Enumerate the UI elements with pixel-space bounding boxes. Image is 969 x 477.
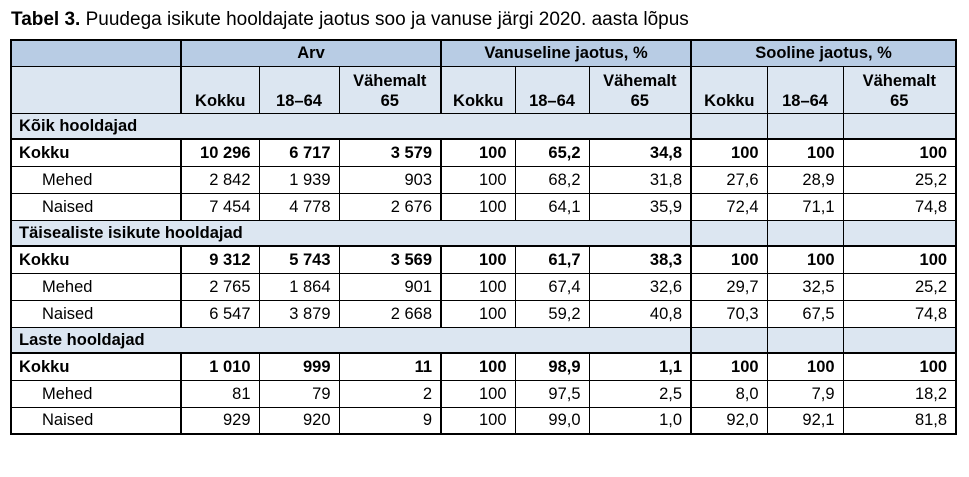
value-cell: 72,4 <box>691 193 767 220</box>
value-cell: 64,1 <box>515 193 589 220</box>
value-cell: 929 <box>181 407 259 434</box>
row-label: Kokku <box>11 246 181 273</box>
value-cell: 100 <box>843 246 956 273</box>
value-cell: 28,9 <box>767 166 843 193</box>
value-cell: 38,3 <box>589 246 691 273</box>
value-cell: 10 296 <box>181 139 259 166</box>
subheader-cell: 18–64 <box>259 66 339 113</box>
value-cell: 67,4 <box>515 273 589 300</box>
value-cell: 59,2 <box>515 300 589 327</box>
value-cell: 7 454 <box>181 193 259 220</box>
value-cell: 99,0 <box>515 407 589 434</box>
section-empty-cell <box>843 327 956 353</box>
group-header-arv: Arv <box>181 40 441 66</box>
group-header-sooline: Sooline jaotus, % <box>691 40 956 66</box>
value-cell: 32,5 <box>767 273 843 300</box>
value-cell: 100 <box>441 407 515 434</box>
value-cell: 98,9 <box>515 353 589 380</box>
section-title: Täisealiste isikute hooldajad <box>11 220 691 246</box>
value-cell: 100 <box>441 353 515 380</box>
section-header-row <box>11 220 956 246</box>
table-row <box>11 139 956 166</box>
subheader-cell: Vähemalt 65 <box>843 66 956 113</box>
value-cell: 100 <box>441 300 515 327</box>
value-cell: 11 <box>339 353 441 380</box>
table-title-text: Puudega isikute hooldajate jaotus soo ja vanuse järgi 2020. aasta lõpus <box>80 9 689 30</box>
value-cell: 29,7 <box>691 273 767 300</box>
value-cell: 100 <box>767 139 843 166</box>
table-row <box>11 166 956 193</box>
value-cell: 92,0 <box>691 407 767 434</box>
value-cell: 9 312 <box>181 246 259 273</box>
value-cell: 68,2 <box>515 166 589 193</box>
value-cell: 65,2 <box>515 139 589 166</box>
value-cell: 92,1 <box>767 407 843 434</box>
section-empty-cell <box>843 113 956 139</box>
value-cell: 74,8 <box>843 193 956 220</box>
value-cell: 31,8 <box>589 166 691 193</box>
subheader-cell: Kokku <box>181 66 259 113</box>
value-cell: 3 579 <box>339 139 441 166</box>
value-cell: 8,0 <box>691 380 767 407</box>
value-cell: 61,7 <box>515 246 589 273</box>
table-row <box>11 300 956 327</box>
table-row <box>11 273 956 300</box>
value-cell: 74,8 <box>843 300 956 327</box>
value-cell: 100 <box>767 246 843 273</box>
value-cell: 100 <box>691 353 767 380</box>
section-empty-cell <box>691 220 767 246</box>
value-cell: 1 864 <box>259 273 339 300</box>
value-cell: 3 879 <box>259 300 339 327</box>
section-empty-cell <box>767 327 843 353</box>
section-title: Laste hooldajad <box>11 327 691 353</box>
statistics-table <box>10 39 957 435</box>
value-cell: 27,6 <box>691 166 767 193</box>
corner-empty-cell <box>11 66 181 113</box>
section-title: Kõik hooldajad <box>11 113 691 139</box>
subheader-cell: 18–64 <box>515 66 589 113</box>
subheader-cell: Kokku <box>441 66 515 113</box>
subheader-cell: Kokku <box>691 66 767 113</box>
value-cell: 67,5 <box>767 300 843 327</box>
value-cell: 100 <box>843 139 956 166</box>
value-cell: 2 676 <box>339 193 441 220</box>
subheader-cell: Vähemalt 65 <box>589 66 691 113</box>
table-row <box>11 353 956 380</box>
value-cell: 100 <box>441 166 515 193</box>
group-header-row <box>11 40 956 66</box>
row-label: Naised <box>11 407 181 434</box>
subheader-cell: Vähemalt 65 <box>339 66 441 113</box>
section-header-row <box>11 327 956 353</box>
value-cell: 1 010 <box>181 353 259 380</box>
row-label: Naised <box>11 193 181 220</box>
value-cell: 35,9 <box>589 193 691 220</box>
row-label: Kokku <box>11 353 181 380</box>
value-cell: 71,1 <box>767 193 843 220</box>
row-label: Mehed <box>11 380 181 407</box>
subheader-cell: 18–64 <box>767 66 843 113</box>
value-cell: 4 778 <box>259 193 339 220</box>
value-cell: 9 <box>339 407 441 434</box>
table-title <box>11 8 969 32</box>
section-empty-cell <box>767 113 843 139</box>
value-cell: 6 717 <box>259 139 339 166</box>
value-cell: 40,8 <box>589 300 691 327</box>
row-label: Mehed <box>11 273 181 300</box>
value-cell: 81,8 <box>843 407 956 434</box>
value-cell: 18,2 <box>843 380 956 407</box>
value-cell: 903 <box>339 166 441 193</box>
value-cell: 100 <box>441 380 515 407</box>
table-title-label: Tabel 3. <box>11 9 81 30</box>
value-cell: 100 <box>691 139 767 166</box>
value-cell: 100 <box>843 353 956 380</box>
value-cell: 2 765 <box>181 273 259 300</box>
section-header-row <box>11 113 956 139</box>
value-cell: 32,6 <box>589 273 691 300</box>
value-cell: 2 668 <box>339 300 441 327</box>
value-cell: 100 <box>441 139 515 166</box>
value-cell: 920 <box>259 407 339 434</box>
value-cell: 1,1 <box>589 353 691 380</box>
value-cell: 1 939 <box>259 166 339 193</box>
value-cell: 901 <box>339 273 441 300</box>
value-cell: 100 <box>441 246 515 273</box>
row-label: Kokku <box>11 139 181 166</box>
row-label: Mehed <box>11 166 181 193</box>
value-cell: 2 842 <box>181 166 259 193</box>
value-cell: 34,8 <box>589 139 691 166</box>
value-cell: 70,3 <box>691 300 767 327</box>
section-empty-cell <box>767 220 843 246</box>
row-label: Naised <box>11 300 181 327</box>
value-cell: 1,0 <box>589 407 691 434</box>
value-cell: 25,2 <box>843 273 956 300</box>
value-cell: 2,5 <box>589 380 691 407</box>
table-row <box>11 246 956 273</box>
group-header-vanuseline: Vanuseline jaotus, % <box>441 40 691 66</box>
table-row <box>11 407 956 434</box>
value-cell: 3 569 <box>339 246 441 273</box>
sub-header-row <box>11 66 956 113</box>
value-cell: 2 <box>339 380 441 407</box>
value-cell: 100 <box>441 273 515 300</box>
value-cell: 999 <box>259 353 339 380</box>
section-empty-cell <box>691 327 767 353</box>
value-cell: 81 <box>181 380 259 407</box>
value-cell: 25,2 <box>843 166 956 193</box>
value-cell: 6 547 <box>181 300 259 327</box>
corner-empty-cell <box>11 40 181 66</box>
value-cell: 7,9 <box>767 380 843 407</box>
value-cell: 97,5 <box>515 380 589 407</box>
value-cell: 79 <box>259 380 339 407</box>
section-empty-cell <box>843 220 956 246</box>
value-cell: 100 <box>441 193 515 220</box>
value-cell: 100 <box>691 246 767 273</box>
value-cell: 100 <box>767 353 843 380</box>
value-cell: 5 743 <box>259 246 339 273</box>
table-row <box>11 380 956 407</box>
table-row <box>11 193 956 220</box>
section-empty-cell <box>691 113 767 139</box>
